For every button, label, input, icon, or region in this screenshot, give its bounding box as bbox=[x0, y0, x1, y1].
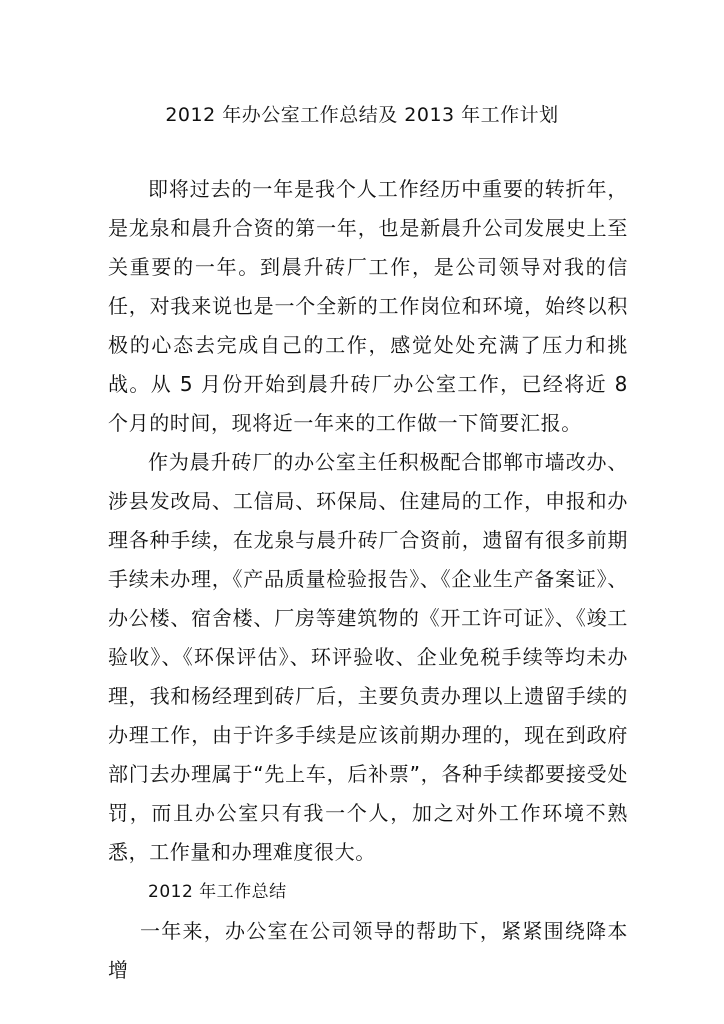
paragraph-summary-start: 一年来，办公室在公司领导的帮助下，紧紧围绕降本增 bbox=[108, 919, 628, 982]
paragraph-office-duties: 作为晨升砖厂的办公室主任积极配合邯郸市墙改办、涉县发改局、工信局、环保局、住建局的工作，申报和办理各种手续，在龙泉与晨升砖厂合资前，遗留有很多前期手续未办理，《产品质量检验报告》、《企业生产备案证》、办公楼、宿舍楼、厂房等建筑物的《开工许可证》、《竣工验收》、《环保评估》、环评验收、企业免税手续等均未办理，我和杨经理到砖厂后，主要负责办理以上遗留手续的办理工作，由于许多手续是应该前期办理的，现在到政府部门去办理属于“先上车，后补票”，各种手续都要接受处罚，而且办公室只有我一个人，加之对外工作环境不熟悉，工作量和办理难度很大。 bbox=[108, 450, 628, 864]
paragraph-intro: 即将过去的一年是我个人工作经历中重要的转折年，是龙泉和晨升合资的第一年，也是新晨升公司发展史上至关重要的一年。到晨升砖厂工作，是公司领导对我的信任，对我来说也是一个全新的工作岗位和环境，始终以积极的心态去完成自己的工作，感觉处处充满了压力和挑战。从 5 月份开始到晨升砖厂办公室工作，已经将近 8 个月的时间，现将近一年来的工作做一下简要汇报。 bbox=[108, 177, 628, 435]
section-heading-2012-summary: 2012 年工作总结 bbox=[148, 882, 287, 902]
document-title: 2012 年办公室工作总结及 2013 年工作计划 bbox=[165, 104, 559, 126]
document-body bbox=[108, 170, 628, 982]
